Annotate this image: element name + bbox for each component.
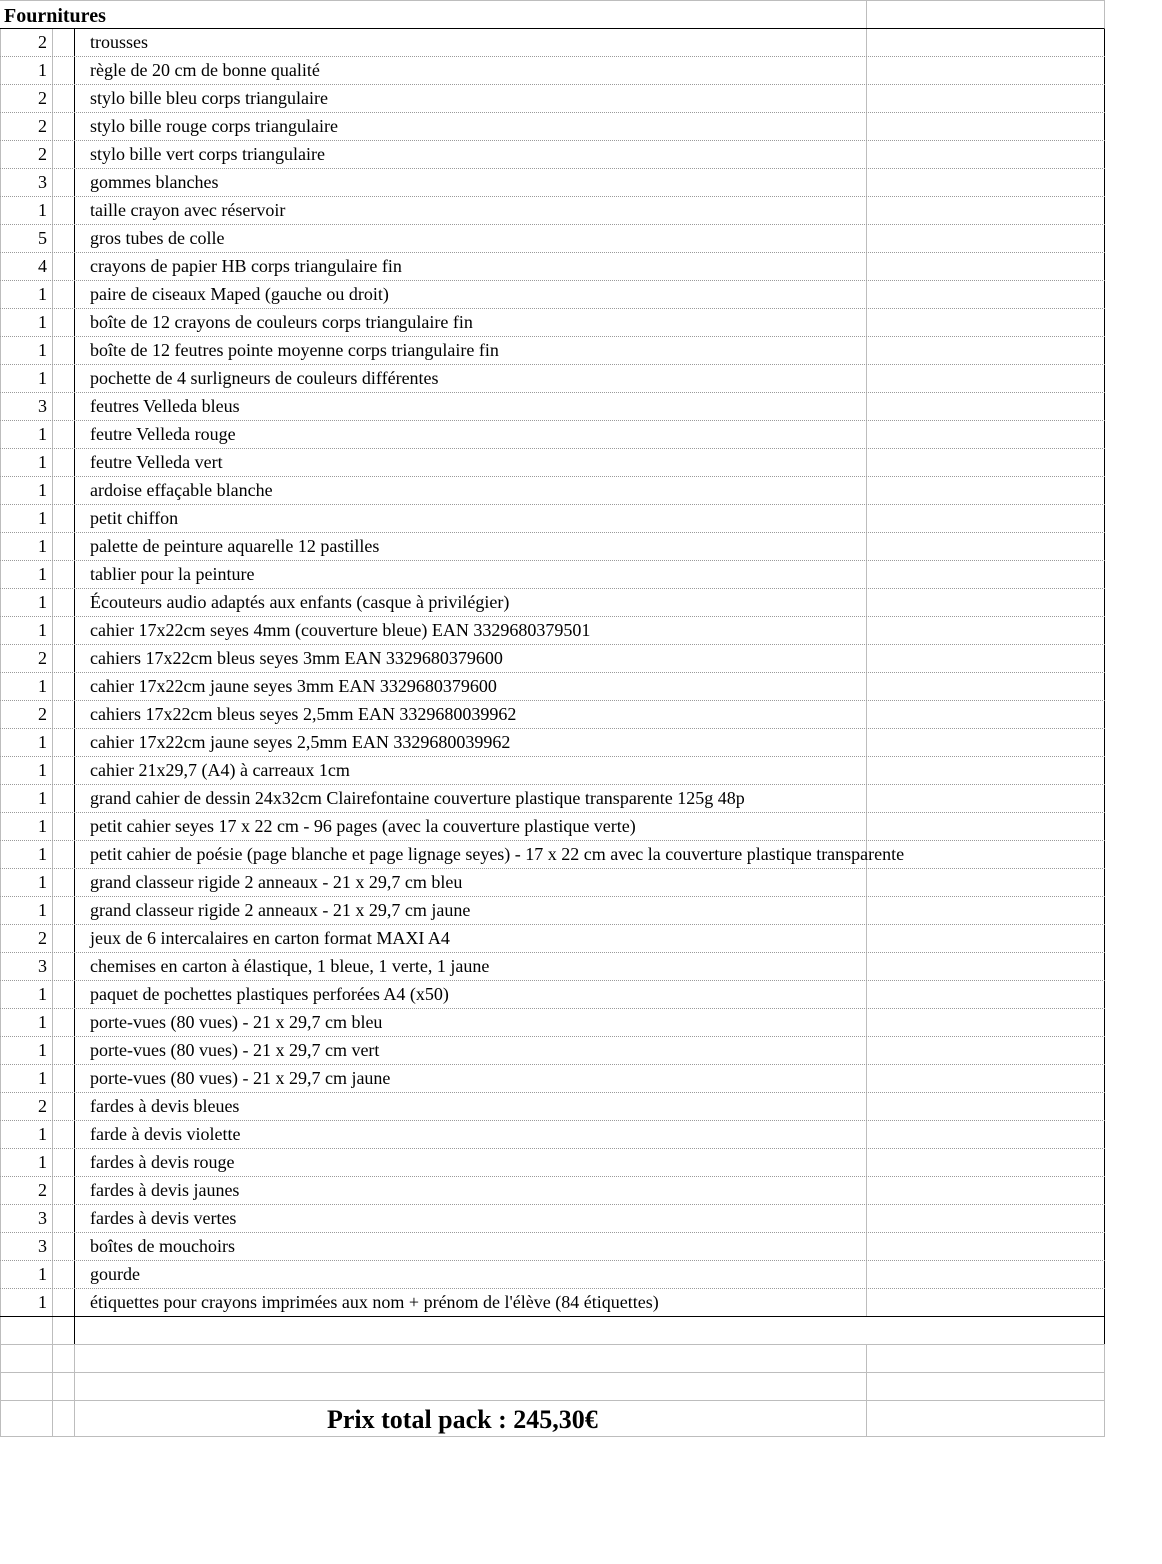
description-cell: farde à devis violette [74,1121,866,1148]
gap-cell [52,1093,74,1120]
qty-cell: 1 [0,561,52,588]
description-cell: petit cahier de poésie (page blanche et page lignage seyes) - 17 x 22 cm avec la couverture plastique transparente [74,841,866,868]
gap-cell [52,589,74,616]
gap-cell [52,841,74,868]
description-cell: Écouteurs audio adaptés aux enfants (casque à privilégier) [74,589,866,616]
table-row [0,113,1105,141]
qty-cell [0,1317,52,1344]
table-row [0,953,1105,981]
table-row [0,505,1105,533]
description-cell: cahiers 17x22cm bleus seyes 3mm EAN 3329680379600 [74,645,866,672]
table-row [0,533,1105,561]
description-cell: pochette de 4 surligneurs de couleurs différentes [74,365,866,392]
table-row [0,1149,1105,1177]
description-cell: boîte de 12 crayons de couleurs corps triangulaire fin [74,309,866,336]
gap-cell [52,85,74,112]
extra-cell [866,1317,1105,1344]
description-cell: cahier 17x22cm jaune seyes 3mm EAN 3329680379600 [74,673,866,700]
extra-cell [866,449,1105,476]
extra-cell [866,757,1105,784]
qty-cell: 1 [0,421,52,448]
description-cell: fardes à devis bleues [74,1093,866,1120]
description-cell: fardes à devis jaunes [74,1177,866,1204]
gap-cell [52,1345,74,1372]
qty-cell: 2 [0,701,52,728]
table-row [0,1261,1105,1289]
description-cell: grand classeur rigide 2 anneaux - 21 x 29,7 cm bleu [74,869,866,896]
description-cell: stylo bille rouge corps triangulaire [74,113,866,140]
table-row [0,57,1105,85]
table-row [0,253,1105,281]
description-cell: porte-vues (80 vues) - 21 x 29,7 cm jaune [74,1065,866,1092]
qty-cell: 3 [0,393,52,420]
extra-cell [866,421,1105,448]
qty-cell: 3 [0,169,52,196]
extra-cell [866,1289,1105,1316]
qty-cell: 3 [0,1205,52,1232]
blank-row [0,1317,1105,1345]
gap-cell [52,1261,74,1288]
extra-cell [866,1177,1105,1204]
gap-cell [52,1121,74,1148]
description-cell: paire de ciseaux Maped (gauche ou droit) [74,281,866,308]
table-row [0,365,1105,393]
qty-cell: 1 [0,365,52,392]
extra-cell [866,701,1105,728]
extra-cell [866,29,1105,56]
table-row [0,617,1105,645]
description-cell: ardoise effaçable blanche [74,477,866,504]
qty-cell: 1 [0,449,52,476]
table-row [0,85,1105,113]
table-row [0,869,1105,897]
extra-cell [866,729,1105,756]
qty-cell: 2 [0,925,52,952]
description-cell: stylo bille vert corps triangulaire [74,141,866,168]
qty-cell: 2 [0,113,52,140]
description-cell: boîtes de mouchoirs [74,1233,866,1260]
gap-cell [52,1401,74,1436]
item-list [0,29,1105,1317]
total-cell [74,1401,866,1436]
qty-cell: 1 [0,869,52,896]
extra-cell [866,897,1105,924]
qty-cell: 3 [0,1233,52,1260]
table-row [0,1233,1105,1261]
table-row [0,1037,1105,1065]
table-row [0,29,1105,57]
qty-cell [0,1345,52,1372]
gap-cell [52,421,74,448]
description-cell: boîte de 12 feutres pointe moyenne corps triangulaire fin [74,337,866,364]
extra-cell [866,953,1105,980]
table-row [0,281,1105,309]
qty-cell: 1 [0,197,52,224]
qty-cell: 1 [0,1037,52,1064]
gap-cell [52,981,74,1008]
gap-cell [52,197,74,224]
qty-cell: 5 [0,225,52,252]
gap-cell [52,505,74,532]
description-cell: cahier 17x22cm jaune seyes 2,5mm EAN 3329680039962 [74,729,866,756]
qty-cell: 1 [0,841,52,868]
gap-cell [52,477,74,504]
extra-cell [866,1401,1105,1436]
description-cell: palette de peinture aquarelle 12 pastilles [74,533,866,560]
gap-cell [52,113,74,140]
qty-cell: 2 [0,645,52,672]
gap-cell [52,1037,74,1064]
gap-cell [52,813,74,840]
gap-cell [52,533,74,560]
table-row [0,1093,1105,1121]
extra-cell [866,589,1105,616]
table-row [0,141,1105,169]
extra-cell [866,813,1105,840]
table-row [0,673,1105,701]
gap-cell [52,169,74,196]
description-cell: fardes à devis rouge [74,1149,866,1176]
gap-cell [52,309,74,336]
extra-cell [866,1121,1105,1148]
sheet-title: Fournitures [4,5,106,27]
gap-cell [52,365,74,392]
description-cell: feutres Velleda bleus [74,393,866,420]
extra-cell [866,645,1105,672]
gap-cell [52,29,74,56]
description-cell: fardes à devis vertes [74,1205,866,1232]
gap-cell [52,57,74,84]
qty-cell: 1 [0,281,52,308]
table-row [0,449,1105,477]
qty-cell: 1 [0,757,52,784]
description-cell: chemises en carton à élastique, 1 bleue, 1 verte, 1 jaune [74,953,866,980]
qty-cell: 1 [0,1121,52,1148]
gap-cell [52,393,74,420]
extra-cell [866,673,1105,700]
table-row [0,813,1105,841]
gap-cell [52,785,74,812]
description-cell: grand classeur rigide 2 anneaux - 21 x 29,7 cm jaune [74,897,866,924]
qty-cell: 1 [0,1065,52,1092]
gap-cell [52,1373,74,1400]
table-row [0,393,1105,421]
table-row [0,169,1105,197]
qty-cell: 1 [0,533,52,560]
sheet-header-row [0,0,1105,29]
extra-cell [866,1149,1105,1176]
extra-cell [866,785,1105,812]
qty-cell: 1 [0,1261,52,1288]
extra-cell [866,1205,1105,1232]
qty-cell: 1 [0,897,52,924]
qty-cell [0,1401,52,1436]
qty-cell: 1 [0,617,52,644]
extra-cell [866,869,1105,896]
gap-cell [52,449,74,476]
extra-cell [866,57,1105,84]
description-cell: crayons de papier HB corps triangulaire fin [74,253,866,280]
gap-cell [52,141,74,168]
table-row [0,197,1105,225]
qty-cell: 1 [0,813,52,840]
description-cell: stylo bille bleu corps triangulaire [74,85,866,112]
description-cell: cahiers 17x22cm bleus seyes 2,5mm EAN 3329680039962 [74,701,866,728]
table-row [0,785,1105,813]
table-row [0,1065,1105,1093]
qty-cell: 2 [0,1093,52,1120]
extra-cell [866,1373,1105,1400]
description-cell: cahier 17x22cm seyes 4mm (couverture bleue) EAN 3329680379501 [74,617,866,644]
table-row [0,701,1105,729]
gap-cell [52,1065,74,1092]
description-cell: porte-vues (80 vues) - 21 x 29,7 cm bleu [74,1009,866,1036]
gap-cell [52,1177,74,1204]
extra-cell [866,85,1105,112]
description-cell: cahier 21x29,7 (A4) à carreaux 1cm [74,757,866,784]
description-cell: petit chiffon [74,505,866,532]
qty-cell: 1 [0,477,52,504]
extra-cell [866,225,1105,252]
description-cell: gros tubes de colle [74,225,866,252]
description-cell: gourde [74,1261,866,1288]
extra-cell [866,1093,1105,1120]
table-row [0,1289,1105,1317]
extra-cell [866,1345,1105,1372]
table-row [0,477,1105,505]
extra-cell [866,1065,1105,1092]
extra-cell [866,1037,1105,1064]
extra-cell [866,309,1105,336]
table-row [0,729,1105,757]
extra-cell [866,337,1105,364]
gap-cell [52,925,74,952]
gap-cell [52,1009,74,1036]
extra-cell [866,505,1105,532]
qty-cell: 1 [0,1149,52,1176]
description-cell: étiquettes pour crayons imprimées aux nom + prénom de l'élève (84 étiquettes) [74,1289,866,1316]
description-cell: trousses [74,29,866,56]
qty-cell: 1 [0,57,52,84]
table-row [0,421,1105,449]
qty-cell: 2 [0,85,52,112]
description-cell: porte-vues (80 vues) - 21 x 29,7 cm vert [74,1037,866,1064]
qty-cell: 2 [0,1177,52,1204]
description-cell [74,1317,866,1344]
table-row [0,757,1105,785]
table-row [0,309,1105,337]
description-cell: feutre Velleda rouge [74,421,866,448]
extra-cell [866,533,1105,560]
gap-cell [52,1233,74,1260]
description-cell: taille crayon avec réservoir [74,197,866,224]
gap-cell [52,617,74,644]
gap-cell [52,1149,74,1176]
extra-cell [866,925,1105,952]
total-price: Prix total pack : 245,30€ [327,1405,598,1434]
gap-cell [52,953,74,980]
extra-cell [866,1233,1105,1260]
description-cell: jeux de 6 intercalaires en carton format MAXI A4 [74,925,866,952]
gap-cell [52,1205,74,1232]
extra-cell [866,1009,1105,1036]
extra-cell [866,253,1105,280]
extra-cell [866,141,1105,168]
gap-cell [52,897,74,924]
description-cell: grand cahier de dessin 24x32cm Clairefontaine couverture plastique transparente 125g 48p [74,785,866,812]
gap-cell [52,673,74,700]
table-row [0,897,1105,925]
description-cell: paquet de pochettes plastiques perforées A4 (x50) [74,981,866,1008]
gap-cell [52,645,74,672]
extra-cell [866,197,1105,224]
blank-row [0,1345,1105,1373]
extra-cell [866,1261,1105,1288]
gap-cell [52,729,74,756]
table-row [0,841,1105,869]
gap-cell [52,757,74,784]
qty-cell: 1 [0,589,52,616]
extra-cell [866,561,1105,588]
description-cell [74,1373,866,1400]
qty-cell: 2 [0,29,52,56]
description-cell: petit cahier seyes 17 x 22 cm - 96 pages (avec la couverture plastique verte) [74,813,866,840]
table-row [0,1177,1105,1205]
table-row [0,1121,1105,1149]
table-row [0,1205,1105,1233]
qty-cell: 1 [0,785,52,812]
gap-cell [52,225,74,252]
gap-cell [52,337,74,364]
gap-cell [52,1317,74,1344]
qty-cell: 1 [0,309,52,336]
description-cell: tablier pour la peinture [74,561,866,588]
qty-cell: 3 [0,953,52,980]
qty-cell: 1 [0,337,52,364]
table-row [0,561,1105,589]
gap-cell [52,869,74,896]
gap-cell [52,281,74,308]
extra-cell [866,169,1105,196]
table-row [0,645,1105,673]
extra-cell [866,393,1105,420]
qty-cell: 1 [0,1289,52,1316]
qty-cell: 2 [0,141,52,168]
extra-cell [866,281,1105,308]
gap-cell [52,253,74,280]
qty-cell: 1 [0,1009,52,1036]
extra-cell [866,477,1105,504]
table-row [0,1009,1105,1037]
description-cell [74,1345,866,1372]
table-row [0,925,1105,953]
total-row [0,1401,1105,1437]
qty-cell: 4 [0,253,52,280]
extra-cell [866,981,1105,1008]
extra-cell [866,617,1105,644]
gap-cell [52,561,74,588]
qty-cell: 1 [0,673,52,700]
header-divider [866,1,867,28]
table-row [0,225,1105,253]
qty-cell: 1 [0,505,52,532]
table-row [0,337,1105,365]
blank-row [0,1373,1105,1401]
description-cell: gommes blanches [74,169,866,196]
qty-cell [0,1373,52,1400]
gap-cell [52,1289,74,1316]
extra-cell [866,113,1105,140]
description-cell: feutre Velleda vert [74,449,866,476]
qty-cell: 1 [0,981,52,1008]
description-cell: règle de 20 cm de bonne qualité [74,57,866,84]
qty-cell: 1 [0,729,52,756]
table-row [0,981,1105,1009]
table-row [0,589,1105,617]
extra-cell [866,365,1105,392]
gap-cell [52,701,74,728]
